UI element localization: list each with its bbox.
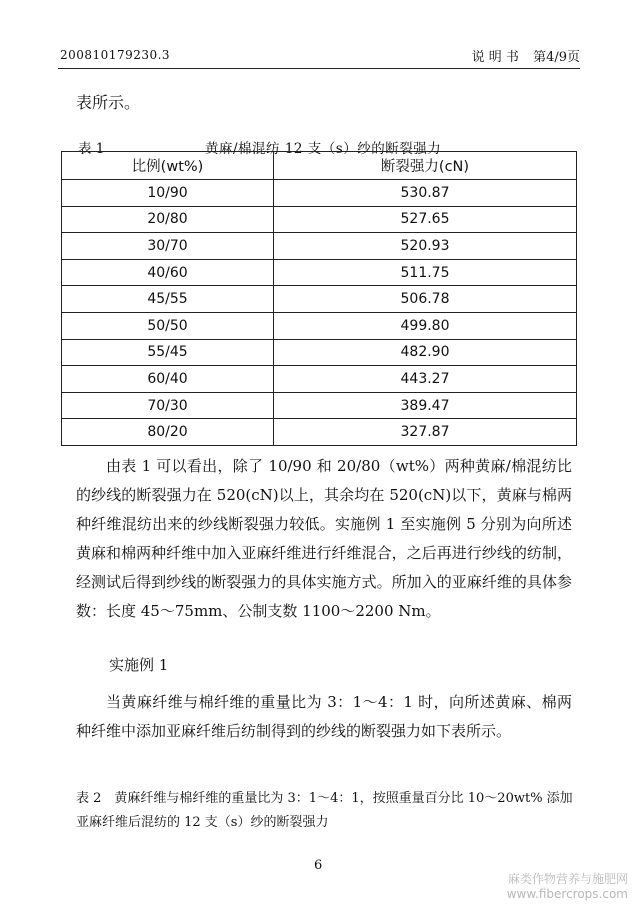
ratio-cell: 70/30 [62, 392, 274, 419]
table-row [62, 206, 577, 233]
strength-cell: 327.87 [274, 419, 577, 446]
table-row [62, 233, 577, 260]
table-row [62, 180, 577, 207]
column-header-strength: 断裂强力(cN) [274, 152, 577, 180]
strength-cell: 389.47 [274, 392, 577, 419]
strength-cell: 482.90 [274, 339, 577, 366]
document-type: 说 明 书 [471, 50, 519, 65]
body-paragraph-2 [76, 688, 572, 746]
page-info: 第4/9页 [533, 50, 580, 65]
body-paragraph-1 [76, 452, 572, 626]
column-header-ratio: 比例(wt%) [62, 152, 274, 180]
table2-caption: 表 2 黄麻纤维与棉纤维的重量比为 3：1～4：1，按照重量百分比 10～20wt% 添加亚麻纤维后混纺的 12 支（s）纱的断裂强力 [76, 791, 573, 830]
paragraph-2-text: 当黄麻纤维与棉纤维的重量比为 3：1～4：1 时，向所述黄麻、棉两种纤维中添加亚麻纤维后纺制得到的纱线的断裂强力如下表所示。 [76, 693, 572, 740]
table1-body [62, 180, 577, 446]
strength-cell: 520.93 [274, 233, 577, 260]
ratio-cell: 10/90 [62, 180, 274, 207]
strength-cell: 511.75 [274, 259, 577, 286]
ratio-cell: 50/50 [62, 312, 274, 339]
strength-cell: 443.27 [274, 366, 577, 393]
watermark-line-1: 麻类作物营养与施肥网 [507, 872, 628, 886]
header-right [462, 46, 580, 65]
table1-title: 黄麻/棉混纺 12 支（s）纱的断裂强力 [205, 141, 442, 157]
intro-text: 表所示。 [76, 93, 141, 112]
ratio-cell: 40/60 [62, 259, 274, 286]
ratio-cell: 55/45 [62, 339, 274, 366]
document-number: 200810179230.3 [60, 48, 171, 62]
table1 [61, 151, 577, 446]
table-row [62, 259, 577, 286]
page-number: 6 [314, 858, 323, 873]
ratio-cell: 80/20 [62, 419, 274, 446]
table-row [62, 286, 577, 313]
ratio-cell: 20/80 [62, 206, 274, 233]
header-rule [58, 68, 580, 69]
strength-cell: 499.80 [274, 312, 577, 339]
table-row [62, 339, 577, 366]
watermark [507, 872, 628, 902]
watermark-line-2: www.fibercrops.com [506, 887, 628, 901]
strength-cell: 506.78 [274, 286, 577, 313]
table-row [62, 312, 577, 339]
table-row [62, 419, 577, 446]
ratio-cell: 45/55 [62, 286, 274, 313]
example-heading: 实施例 1 [109, 656, 169, 674]
table1-header-row [62, 152, 577, 180]
ratio-cell: 30/70 [62, 233, 274, 260]
ratio-cell: 60/40 [62, 366, 274, 393]
strength-cell: 527.65 [274, 206, 577, 233]
paragraph-1-text: 由表 1 可以看出，除了 10/90 和 20/80（wt%）两种黄麻/棉混纺比的纱线的断裂强力在 520(cN)以上，其余均在 520(cN)以下，黄麻与棉两种纤维混纺出来的纱线断裂强力较低。实施例 1 至实施例 5 分别为向所述黄麻和棉两种纤维中加入亚麻纤维进行纤维混合，之后再进行纱线的纺制，经测试后得到纱线的断裂强力的具体实施方式。所加入的亚麻纤维的具体参数：长度 45～75mm、公制支数 1100～2200 Nm。 [76, 457, 572, 620]
strength-cell: 530.87 [274, 180, 577, 207]
table-row [62, 392, 577, 419]
table-row [62, 366, 577, 393]
table1-label: 表 1 [78, 141, 105, 157]
